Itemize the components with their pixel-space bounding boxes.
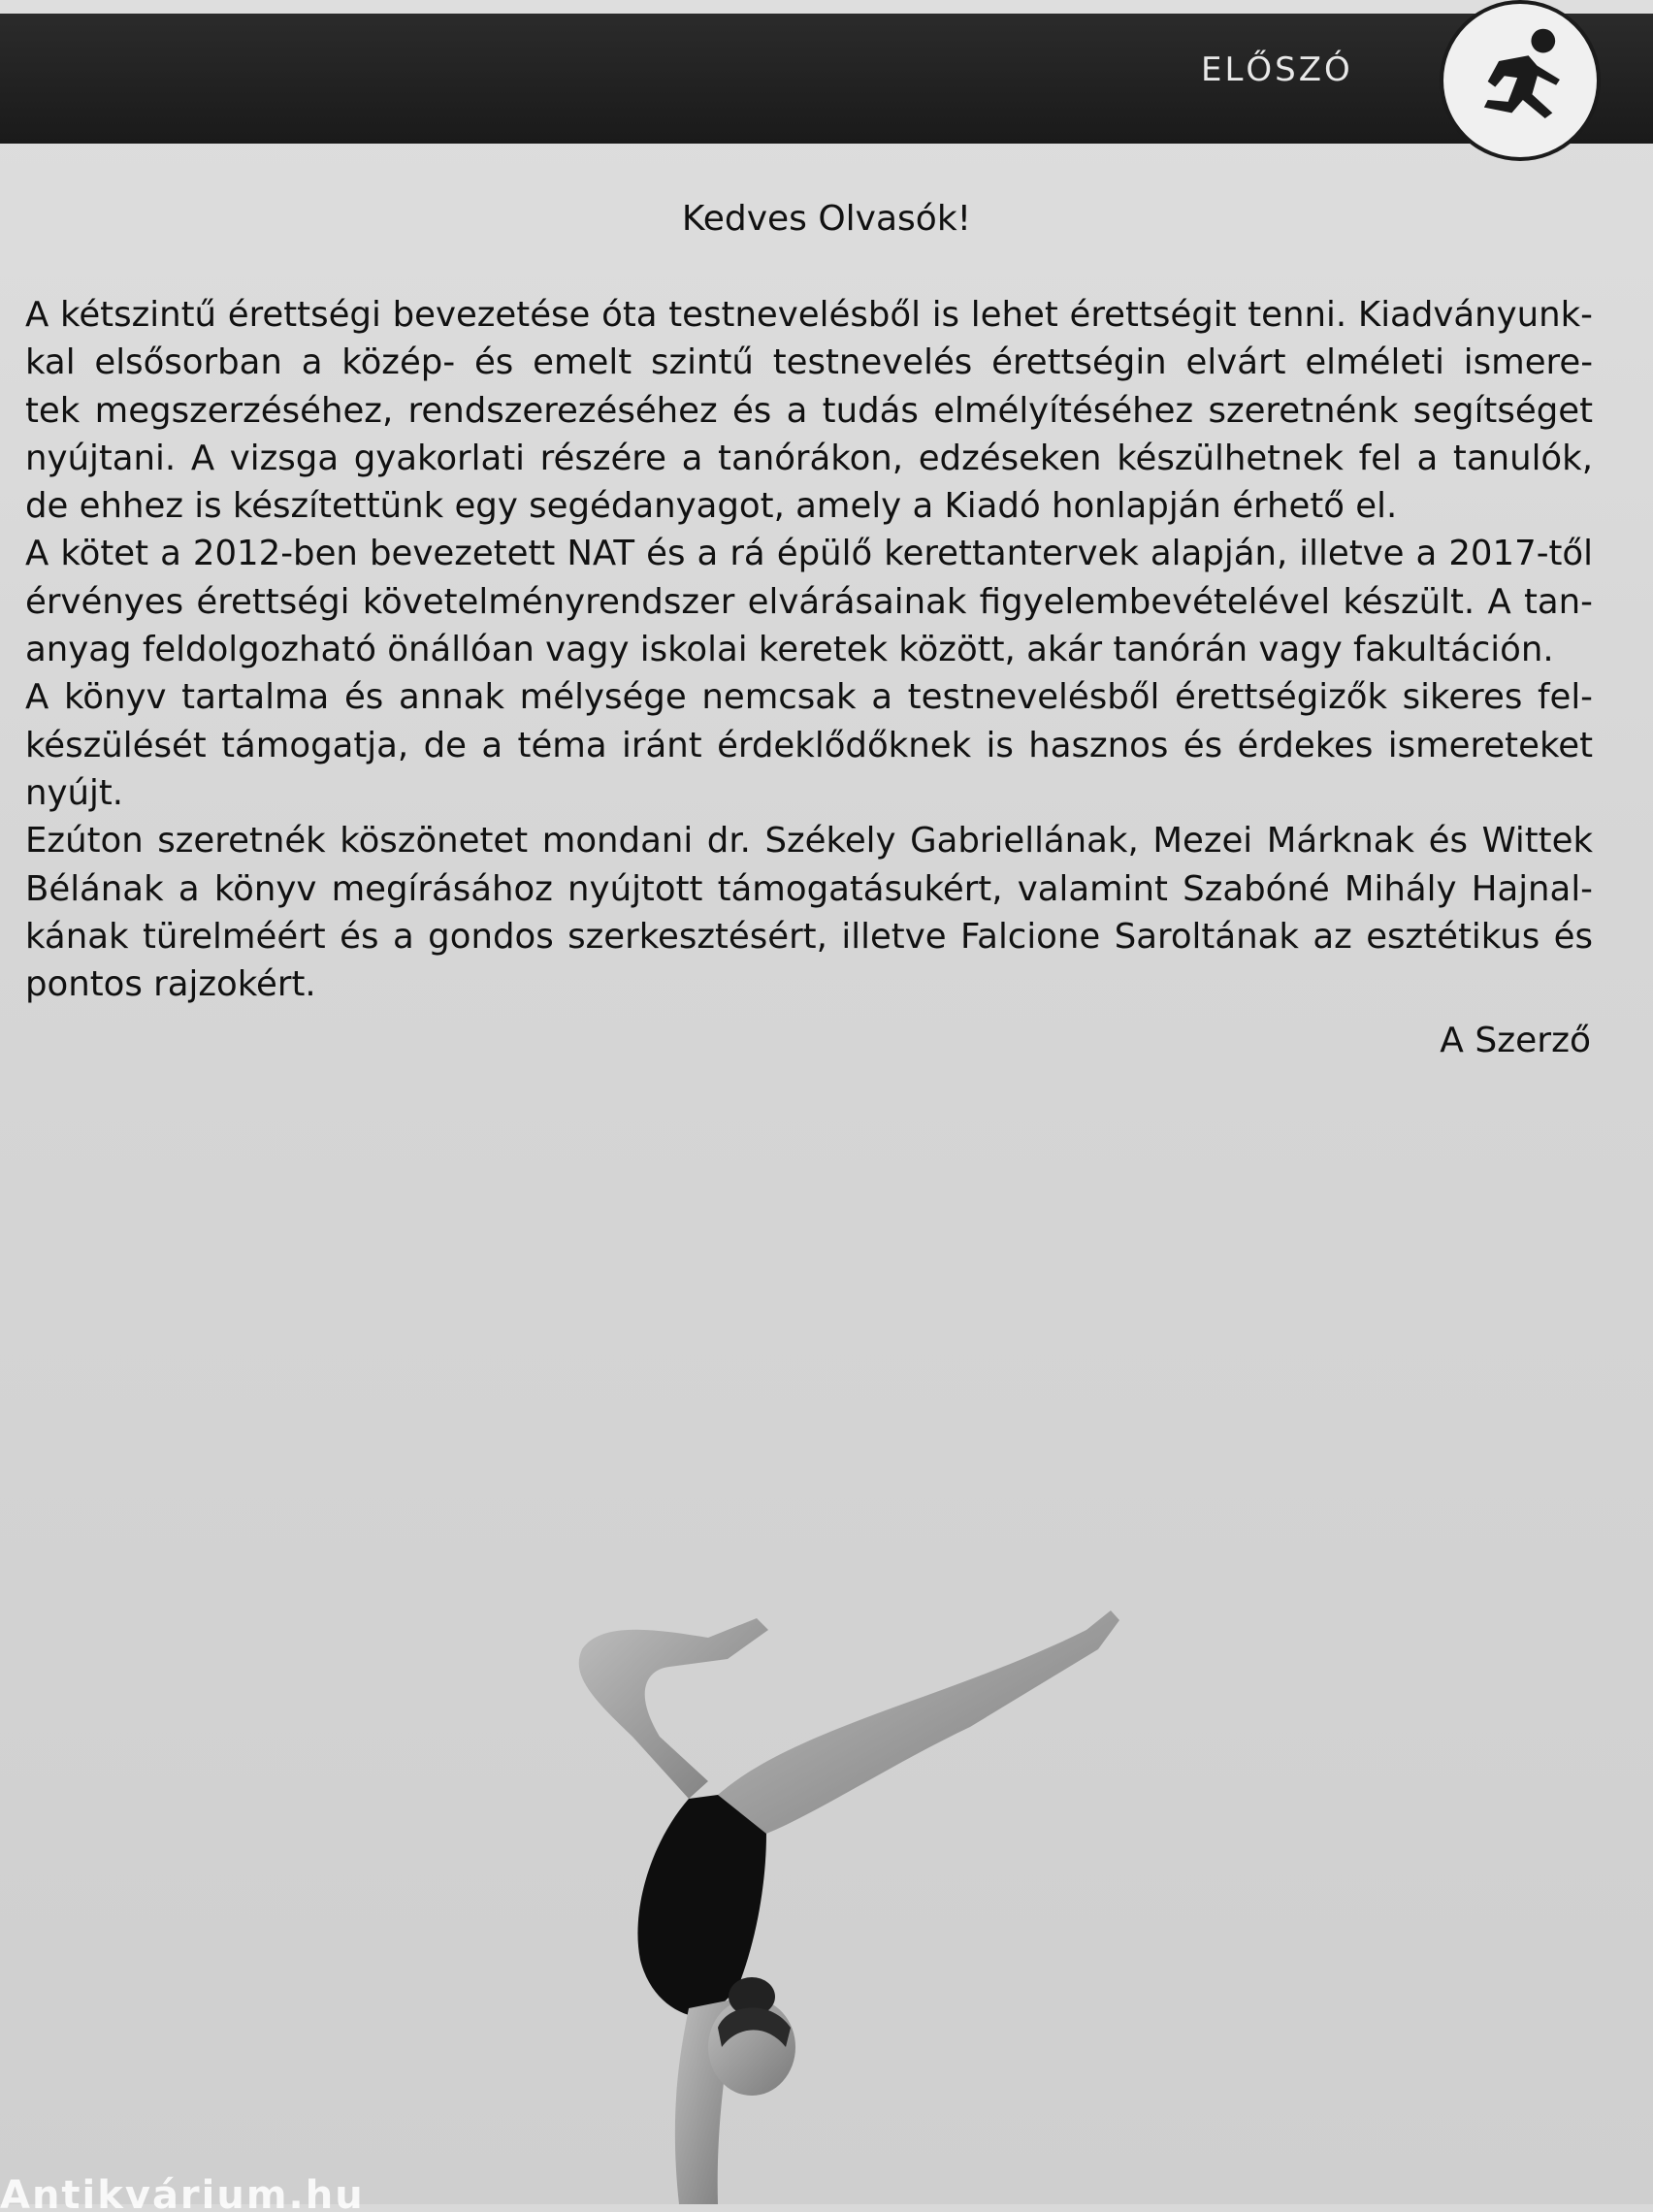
chapter-header-band: [0, 14, 1653, 144]
text-line: kal elsősorban a közép- és emelt szintű testnevelés érettségin elvárt elméleti ismere-: [25, 342, 1593, 383]
watermark: Antikvárium.hu: [0, 2173, 365, 2212]
text-line: nyújtani. A vizsga gyakorlati részére a tanórákon, edzéseken készülhetnek fel a tanulók,: [25, 438, 1593, 478]
text-line: pontos rajzokért.: [25, 964, 316, 1005]
text-line: A könyv tartalma és annak mélysége nemcsak a testnevelésből érettségizők sikeres fel-: [25, 677, 1593, 718]
text-line: A kétszintű érettségi bevezetése óta testnevelésből is lehet érettségit tenni. Kiadványunk-: [25, 295, 1593, 335]
text-line: kának türelméért és a gondos szerkesztésért, illetve Falcione Saroltának az esztétikus és: [25, 916, 1593, 957]
author-signature: A Szerző: [1440, 1021, 1591, 1060]
gymnast-photo: [543, 1591, 1222, 2204]
text-line: készülését támogatja, de a téma iránt érdeklődőknek is hasznos és érdekes ismereteket: [25, 725, 1593, 765]
text-line: Bélának a könyv megírásához nyújtott támogatásukért, valamint Szabóné Mihály Hajnal-: [25, 868, 1593, 909]
foreword-body: [25, 291, 1593, 1008]
text-line: érvényes érettségi követelményrendszer elvárásainak figyelembevételével készült. A tan-: [25, 581, 1593, 622]
text-line: de ehhez is készítettünk egy segédanyagot, amely a Kiadó honlapján érhető el.: [25, 486, 1398, 527]
chapter-title: ELŐSZÓ: [1201, 50, 1353, 89]
text-line: A kötet a 2012-ben bevezetett NAT és a rá épülő kerettantervek alapján, illetve a 2017-től: [25, 534, 1593, 574]
running-person-icon: [1440, 0, 1601, 161]
text-line: anyag feldolgozható önállóan vagy iskolai keretek között, akár tanórán vagy fakultáción.: [25, 630, 1554, 670]
text-line: tek megszerzéséhez, rendszerezéséhez és a tudás elmélyítéséhez szeretnénk segítséget: [25, 390, 1593, 431]
greeting: Kedves Olvasók!: [681, 199, 972, 239]
text-line: Ezúton szeretnék köszönetet mondani dr. Székely Gabriellának, Mezei Márknak és Wittek: [25, 821, 1593, 862]
text-line: nyújt.: [25, 772, 124, 813]
